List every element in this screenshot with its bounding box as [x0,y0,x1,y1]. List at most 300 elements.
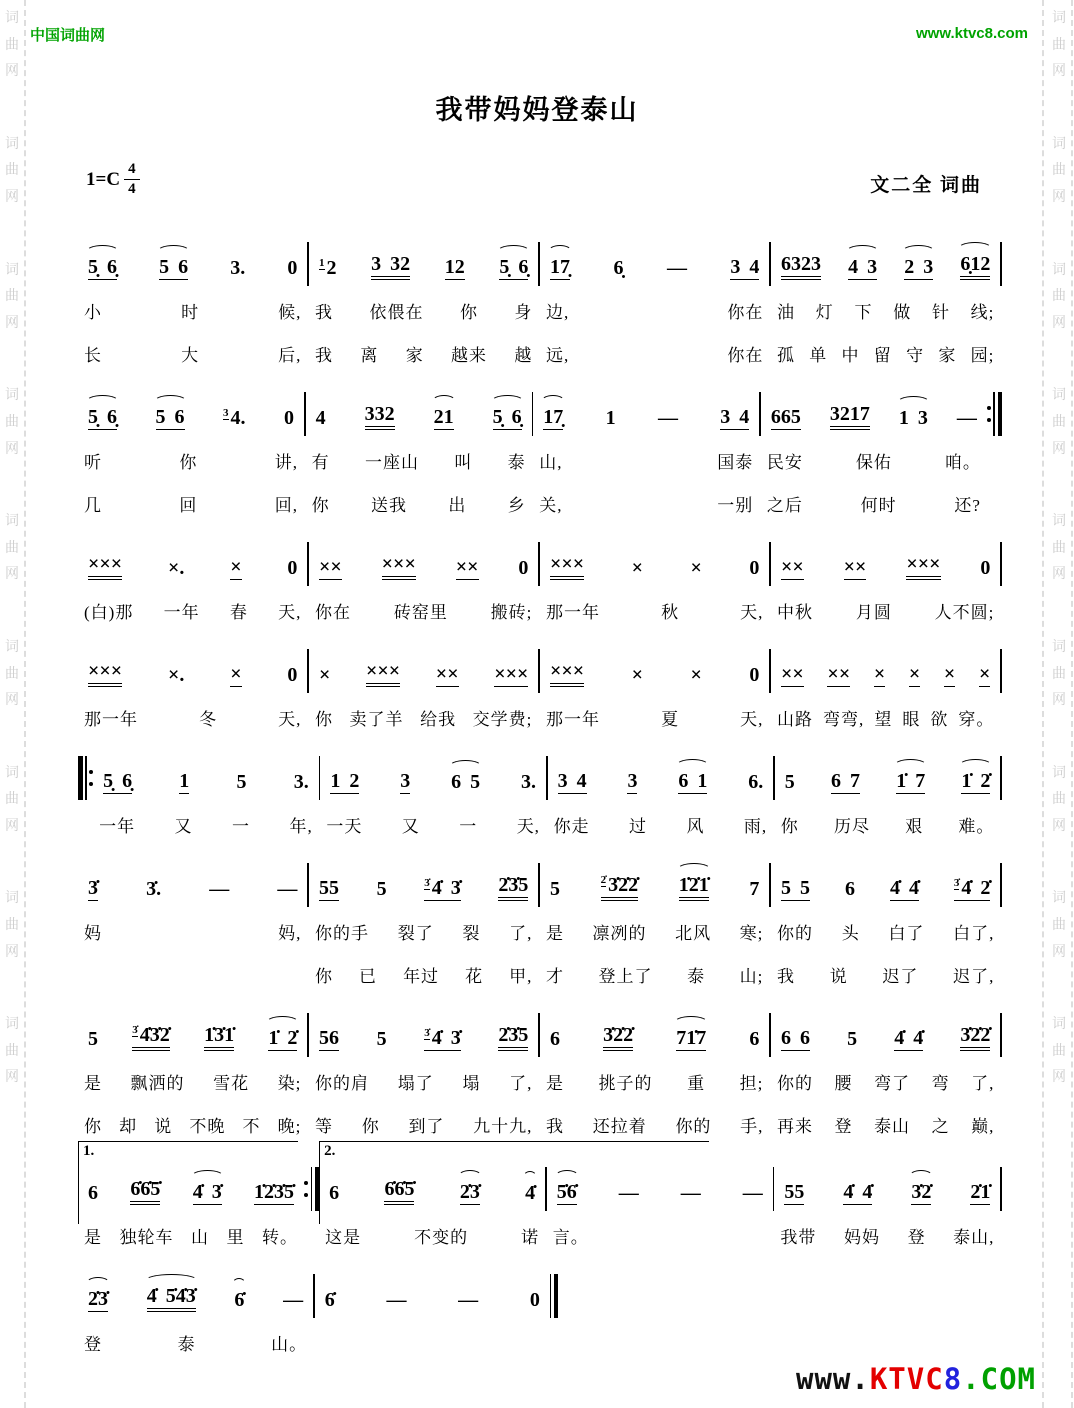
lyric-group: 山 [191,1228,209,1247]
music-system [78,388,1002,516]
lyric-line [773,1112,998,1137]
notes-row [80,538,305,580]
lyric-group: 是 [84,1074,102,1093]
lyric-group: 不 [242,1117,261,1136]
watermark-group [1052,759,1066,839]
lyric-group: 你 [315,710,333,729]
measure [771,538,1000,623]
notes-row [773,1009,998,1051]
lyric-line [80,962,305,985]
note-token: 71̇7 [676,1027,707,1049]
note-token: 0 [287,557,298,579]
music-system [78,752,1002,837]
note-token: 6 [749,1028,760,1050]
system-row [78,1270,558,1355]
lyric-group: 山。 [271,1335,308,1354]
note-token: 4̇ 5̇4̇3̇ [147,1285,196,1312]
lyric-group: 秋 [661,603,680,622]
lyric-group: 穿。 [958,710,995,729]
lyric-line [308,491,530,516]
lyric-group: 山; [739,967,764,986]
lyric-group: 是 [546,924,564,943]
lyric-group: 出 [448,496,467,515]
watermark-char: 曲 [1052,412,1066,429]
note-token: — [386,1289,407,1311]
repeat-dots [987,392,991,436]
note-token: × [690,664,702,686]
lyric-group: 已 [359,967,378,986]
lyric-line [542,1112,767,1137]
note-token: 4̇ [525,1182,536,1204]
note-token: 7 [749,878,760,900]
note-token: 5̣ 6̣ [103,770,133,792]
lyric-group: 里 [226,1228,245,1247]
lyric-group: 妈, [278,924,302,943]
lyric-line [308,448,530,473]
watermark-char: 词 [1052,134,1066,151]
lyric-group: 保佑 [855,453,892,472]
note-token: 6 6 [781,1027,810,1049]
key-signature [86,162,140,197]
note-token: 5 [376,878,387,900]
lyric-line [773,598,998,623]
lyric-group: 一座山 [364,453,419,472]
note-token: — [742,1182,763,1204]
lyric-group: 你在 [727,303,764,322]
watermark-char: 曲 [1052,538,1066,555]
lyric-group: 弯弯, [823,710,865,729]
lyric-group: 欲 [930,710,949,729]
lyric-group: 望 [874,710,893,729]
lyric-group: 那一年 [84,710,138,729]
lyric-group: 登 [84,1335,102,1354]
note-token: ××× [382,553,416,580]
lyric-group: 回, [274,496,299,515]
lyric-group: 时 [181,303,200,322]
note-token: × [908,663,921,685]
lyric-group: 民安 [766,453,803,472]
lyric-line [80,919,305,944]
notes-row [763,388,985,430]
note-token: ×× [319,556,342,578]
watermark-char: 网 [1052,62,1066,79]
note-token: 1̇2̇1̇ [679,874,709,901]
lyric-group: 妈妈 [843,1228,880,1247]
note-token: $^3$ 4. [223,407,246,429]
lyric-group: 讲, [274,453,299,472]
notes-row [311,538,536,580]
lyric-group: 春 [229,603,248,622]
note-token: 0 [749,664,760,686]
lyric-line [777,812,999,837]
note-token: 0 [284,407,294,429]
note-token: 3̇2̇2̇ [603,1024,633,1051]
note-token: 6 [88,1182,98,1204]
watermark-group [5,633,19,713]
b-thick [998,392,1003,436]
note-token: 5 [236,771,247,793]
lyric-group: 几 [84,496,102,515]
lyric-group: 做 [893,303,912,322]
note-token: 3. [230,257,246,279]
b-thin [1000,1167,1002,1211]
note-token: × [230,663,242,685]
lyric-line [773,962,998,987]
lyric-group: 送我 [370,496,407,515]
lyric-group: 你 [459,303,478,322]
lyric-line [80,705,305,730]
lyric-group: 砖窑里 [393,603,448,622]
note-token: 6 [844,878,855,900]
lyric-line [80,598,305,623]
watermark-char: 曲 [1052,664,1066,681]
lyric-group: 了, [509,924,533,943]
watermark-char: 网 [1052,942,1066,959]
note-token: 3̇. [146,878,162,900]
note-token: — [283,1289,304,1311]
watermark-group [1052,130,1066,210]
lyric-group: 天, [740,710,764,729]
lyric-group: (白)那 [84,603,134,622]
watermark-char: 曲 [5,664,19,681]
lyric-group: 登 [834,1117,853,1136]
lyric-group: 大 [181,346,200,365]
lyric-group: 是 [84,1228,102,1247]
watermark-char: 词 [5,134,19,151]
lyric-group: 夏 [661,710,680,729]
barline-bar [1000,242,1002,288]
barline-bar [1000,1167,1002,1213]
music-system [78,538,1002,623]
lyric-group: 你 [311,496,330,515]
measure [540,1009,769,1137]
lyric-group: 你的肩 [315,1074,369,1093]
lyric-line [80,341,305,366]
watermark-char: 网 [5,187,19,204]
footer-www: www. [796,1362,870,1396]
site-logo-text[interactable]: 中国词曲网 [30,27,106,44]
note-token: 21 [433,406,454,428]
note-token: 6̣ [613,257,624,279]
note-token: ×× [843,556,867,578]
lyric-group: 这是 [325,1228,362,1247]
lyric-line [80,1330,311,1355]
notes-row [80,859,305,901]
note-token: 6323 [781,253,821,280]
lyric-group: 转。 [262,1228,298,1247]
note-token: 5̣ 6̣ [88,406,117,428]
lyric-line [317,1330,548,1353]
watermark-char: 词 [5,386,19,403]
lyric-group: 泰 [507,453,526,472]
note-token: 665 [770,406,801,428]
notes-row [80,1009,305,1051]
lyric-group: 单 [809,346,828,365]
lyric-group: 才 [546,967,564,986]
measure [771,645,1000,730]
lyric-group: 担; [739,1074,764,1093]
watermark-group [5,130,19,210]
lyric-group: 山路 [777,710,813,729]
lyric-line [776,1223,998,1248]
note-token: ×× [435,663,459,685]
note-token: — [618,1182,639,1204]
lyric-group: 年过 [403,967,440,986]
lyric-group: 年, [289,817,313,836]
lyric-group: 人不圆; [934,603,995,622]
b-thin [550,1274,552,1318]
note-token: 1̇ 2̇ [961,770,991,792]
note-token: 12 [444,256,465,278]
measure [93,752,319,837]
notes-row [542,1009,767,1051]
lyric-group: 还? [954,496,981,515]
watermark-char: 词 [5,637,19,654]
measure [78,238,307,366]
lyric-group: 你的手 [315,924,369,943]
system-row [78,645,1002,730]
measure [315,1270,550,1353]
measure [78,1270,313,1355]
measure [78,538,307,623]
lyric-group: 一别 [717,496,754,515]
measure [306,388,532,516]
notes-row [773,859,998,901]
note-token: × [631,557,644,579]
lyric-group: 长 [84,346,102,365]
lyric-line [773,919,998,944]
note-token: 5 [88,1028,98,1050]
meter-fraction [124,162,140,197]
notes-row [773,645,998,687]
note-token: × [230,556,242,578]
lyric-line [95,812,317,837]
note-token: 6̇ [324,1289,335,1311]
lyric-group: 妈 [84,924,102,943]
watermark-group [5,884,19,964]
notes-row [535,388,757,430]
note-token: 6 5 [451,771,481,793]
lyric-line [321,1223,543,1248]
lyric-group: 一 [459,817,478,836]
lyric-group: 一年 [99,817,136,836]
lyric-group: 雨, [743,817,768,836]
lyric-group: 到了 [408,1117,445,1136]
site-url-link[interactable]: www.ktvc8.com [916,25,1028,42]
barline-repeat-start [78,756,93,802]
note-token: 5 6 [159,256,189,278]
footer-watermark-link[interactable] [796,1362,1036,1396]
measure [547,1163,773,1248]
watermark-char: 曲 [5,35,19,52]
lyric-group: 腰 [834,1074,853,1093]
lyric-group: 针 [931,303,950,322]
lyric-group: 山, [539,453,563,472]
lyric-group: 冬 [199,710,218,729]
lyric-group: 飘洒的 [130,1074,185,1093]
watermark-char: 曲 [5,287,19,304]
watermark-char: 网 [5,439,19,456]
note-token: 6̇6̇5̇ [384,1178,414,1205]
watermark-char: 网 [1052,313,1066,330]
watermark-group [5,381,19,461]
note-token: × [943,663,956,685]
grace-note: 3̇ [953,877,960,889]
measure [761,388,987,516]
measure [540,859,769,987]
note-token: 2̇1̇ [970,1181,991,1203]
notes-row [80,1270,311,1312]
lyric-group: 染; [277,1074,302,1093]
watermark-char: 曲 [5,916,19,933]
watermark-char: 曲 [5,161,19,178]
note-token: ×× [781,556,804,578]
lyric-group: 我 [546,1117,564,1136]
lyric-group: 油 [777,303,795,322]
b-thin [1000,1013,1002,1057]
lyric-group: 手, [740,1117,764,1136]
lyric-group: 你 [780,817,799,836]
note-token: 3 4 [557,770,587,792]
lyric-line [542,341,767,366]
lyric-group: 线; [970,303,995,322]
lyric-line [773,705,998,730]
lyric-group: 园; [970,346,995,365]
system-row [78,538,1002,623]
note-token: 6 7 [831,770,860,792]
notes-row [321,1163,543,1205]
dashed-divider-right-edge [1071,0,1073,1408]
note-token: × [631,664,644,686]
watermark-char: 词 [1052,889,1066,906]
measure [309,538,538,623]
notes-row [542,859,767,901]
measure [309,645,538,730]
watermark-group [1052,507,1066,587]
notes-row [80,645,305,687]
barline-bar [1000,863,1002,909]
lyric-group: 交学费; [472,710,533,729]
b-thin [311,1167,313,1211]
notes-row [311,859,536,901]
measure [548,752,774,837]
watermark-char: 曲 [1052,35,1066,52]
note-token: ×. [168,664,185,686]
dashed-divider-left [24,0,26,1408]
system-row [78,388,1002,516]
volta-label: 1. [79,1142,94,1160]
lyric-group: 月圆 [855,603,892,622]
watermark-column-left [5,4,19,1408]
watermark-char: 词 [5,1015,19,1032]
system-row [78,238,1002,366]
note-token: 3. [293,771,309,793]
lyric-group: 又 [174,817,193,836]
music-system [78,859,1002,987]
watermark-group [5,256,19,336]
system-row [78,859,1002,987]
note-token: 3 4 [720,406,750,428]
lyric-line [550,812,772,837]
b-thin [1000,242,1002,286]
lyric-line [542,1069,767,1094]
lyric-line [311,919,536,944]
note-token: 5̣ 6̣ [492,406,522,428]
note-token: 2̇3̇5 [498,1024,528,1051]
watermark-char: 曲 [1052,161,1066,178]
lyric-group: 独轮车 [119,1228,174,1247]
lyric-group: 离 [360,346,379,365]
note-token: — [458,1289,479,1311]
watermark-char: 词 [1052,763,1066,780]
lyric-group: 你在 [727,346,764,365]
lyric-group: 过 [629,817,648,836]
lyric-group: 历尽 [834,817,870,836]
note-token: 6. [748,771,764,793]
note-token: 5 [847,1028,858,1050]
notes-row [542,238,767,280]
lyric-group: 家 [405,346,424,365]
barline-bar [1000,756,1002,802]
b-thin [85,756,87,800]
note-token: ××× [550,553,584,580]
note-token: $^1$ 2 [319,257,337,279]
note-token: — [680,1182,701,1204]
music-system [78,238,1002,366]
note-token: 6 [329,1182,340,1204]
note-token: 17̣ [550,256,570,278]
lyric-group: 叫 [454,453,473,472]
lyric-group: 越来 [451,346,488,365]
note-token: 0 [529,1289,540,1311]
lyric-group: 一 [232,817,250,836]
barline-repeat-end [987,392,1002,438]
note-token: 56 [319,1027,339,1049]
watermark-char: 词 [1052,512,1066,529]
lyric-group: 晚; [277,1117,302,1136]
watermark-char: 词 [1052,9,1066,25]
lyric-group: 却 [119,1117,138,1136]
note-token: 55 [319,877,339,899]
lyric-group: 我 [315,303,333,322]
lyric-group: 你 [315,967,333,986]
music-sheet [78,238,1002,1377]
note-token: 4̇ 4̇ [889,877,919,899]
notes-row [308,388,530,430]
lyric-group: 留 [873,346,892,365]
lyric-group: 候, [278,303,302,322]
watermark-char: 网 [1052,565,1066,582]
note-token: 1̇ 2̇ [268,1027,298,1049]
notes-row [311,1009,536,1051]
lyric-group: 塌 [462,1074,481,1093]
lyric-group: 寒; [739,924,764,943]
grace-note: 3̇ [424,877,430,889]
measure [78,1143,304,1248]
lyric-group: 是 [546,1074,564,1093]
note-token: 1 [605,407,616,429]
measure [309,1009,538,1137]
lyric-line [311,298,536,323]
lyric-line [773,298,998,323]
lyric-group: 裂了 [397,924,434,943]
lyric-group: 泰 [177,1335,196,1354]
notes-row [773,238,998,280]
watermark-group [5,759,19,839]
measure [319,1143,545,1248]
watermark-char: 词 [5,260,19,277]
lyric-group: 风 [686,817,705,836]
